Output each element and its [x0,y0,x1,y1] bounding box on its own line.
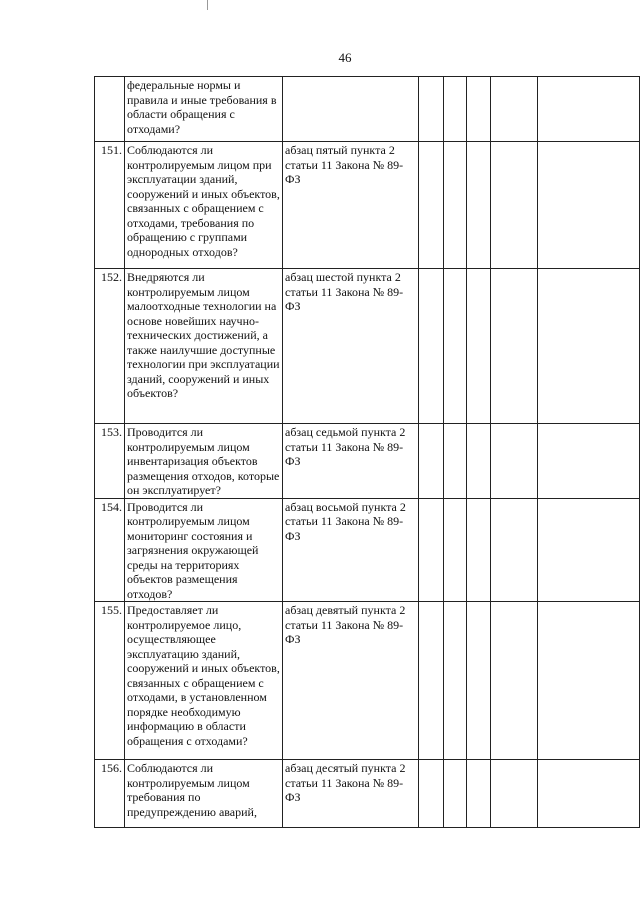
note-cell[interactable] [538,602,640,760]
table-row [95,269,640,424]
answer-no-cell[interactable] [444,424,467,499]
legal-reference: абзац седьмой пункта 2 статьи 11 Закона № 89-ФЗ [283,424,419,499]
answer-extra-cell[interactable] [491,77,538,142]
table-row [95,602,640,760]
legal-reference: абзац шестой пункта 2 статьи 11 Закона № 89-ФЗ [283,269,419,424]
row-number: 154. [95,498,125,602]
page-number: 46 [338,50,352,65]
answer-no-cell[interactable] [444,77,467,142]
table-row [95,498,640,602]
table-row [95,142,640,269]
requirement-question: Проводится ли контролируемым лицом мониторинг состояния и загрязнения окружающей среды на территориях объектов размещения отходов? [125,498,283,602]
answer-na-cell[interactable] [467,77,491,142]
requirement-question: Соблюдаются ли контролируемым лицом при эксплуатации зданий, сооружений и иных объектов, связанных с обращением с отходами, требования по обращению с группами однородных отходов? [125,142,283,269]
row-number: 152. [95,269,125,424]
legal-reference: абзац десятый пункта 2 статьи 11 Закона № 89-ФЗ [283,760,419,828]
row-number: 155. [95,602,125,760]
scan-edge-mark [207,0,208,10]
answer-extra-cell[interactable] [491,498,538,602]
note-cell[interactable] [538,142,640,269]
answer-no-cell[interactable] [444,142,467,269]
answer-no-cell[interactable] [444,760,467,828]
answer-no-cell[interactable] [444,602,467,760]
table-row [95,424,640,499]
requirement-question: федеральные нормы и правила и иные требования в области обращения с отходами? [125,77,283,142]
answer-no-cell[interactable] [444,498,467,602]
answer-yes-cell[interactable] [419,269,444,424]
answer-extra-cell[interactable] [491,142,538,269]
answer-na-cell[interactable] [467,602,491,760]
row-number: 151. [95,142,125,269]
row-number: 156. [95,760,125,828]
answer-no-cell[interactable] [444,269,467,424]
note-cell[interactable] [538,77,640,142]
answer-extra-cell[interactable] [491,269,538,424]
answer-extra-cell[interactable] [491,760,538,828]
legal-reference: абзац пятый пункта 2 статьи 11 Закона № 89-ФЗ [283,142,419,269]
answer-na-cell[interactable] [467,424,491,499]
legal-reference [283,77,419,142]
row-number: 153. [95,424,125,499]
answer-yes-cell[interactable] [419,142,444,269]
answer-yes-cell[interactable] [419,77,444,142]
checklist-table [94,76,640,828]
legal-reference: абзац девятый пункта 2 статьи 11 Закона № 89-ФЗ [283,602,419,760]
answer-na-cell[interactable] [467,142,491,269]
answer-yes-cell[interactable] [419,498,444,602]
answer-na-cell[interactable] [467,498,491,602]
answer-yes-cell[interactable] [419,760,444,828]
answer-yes-cell[interactable] [419,424,444,499]
legal-reference: абзац восьмой пункта 2 статьи 11 Закона № 89-ФЗ [283,498,419,602]
answer-yes-cell[interactable] [419,602,444,760]
note-cell[interactable] [538,269,640,424]
answer-na-cell[interactable] [467,760,491,828]
requirement-question: Проводится ли контролируемым лицом инвентаризация объектов размещения отходов, которые он эксплуатирует? [125,424,283,499]
answer-extra-cell[interactable] [491,424,538,499]
note-cell[interactable] [538,760,640,828]
row-number [95,77,125,142]
table-row [95,760,640,828]
answer-extra-cell[interactable] [491,602,538,760]
requirement-question: Предоставляет ли контролируемое лицо, осуществляющее эксплуатацию зданий, сооружений и иных объектов, связанных с обращением с отходами, в установленном порядке необходимую информацию в области обращения с отходами? [125,602,283,760]
requirement-question: Соблюдаются ли контролируемым лицом требования по предупреждению аварий, [125,760,283,828]
answer-na-cell[interactable] [467,269,491,424]
note-cell[interactable] [538,424,640,499]
note-cell[interactable] [538,498,640,602]
requirement-question: Внедряются ли контролируемым лицом малоотходные технологии на основе новейших научно-технических достижений, а также наилучшие доступные технологии при эксплуатации зданий, сооружений и иных объектов? [125,269,283,424]
table-row [95,77,640,142]
